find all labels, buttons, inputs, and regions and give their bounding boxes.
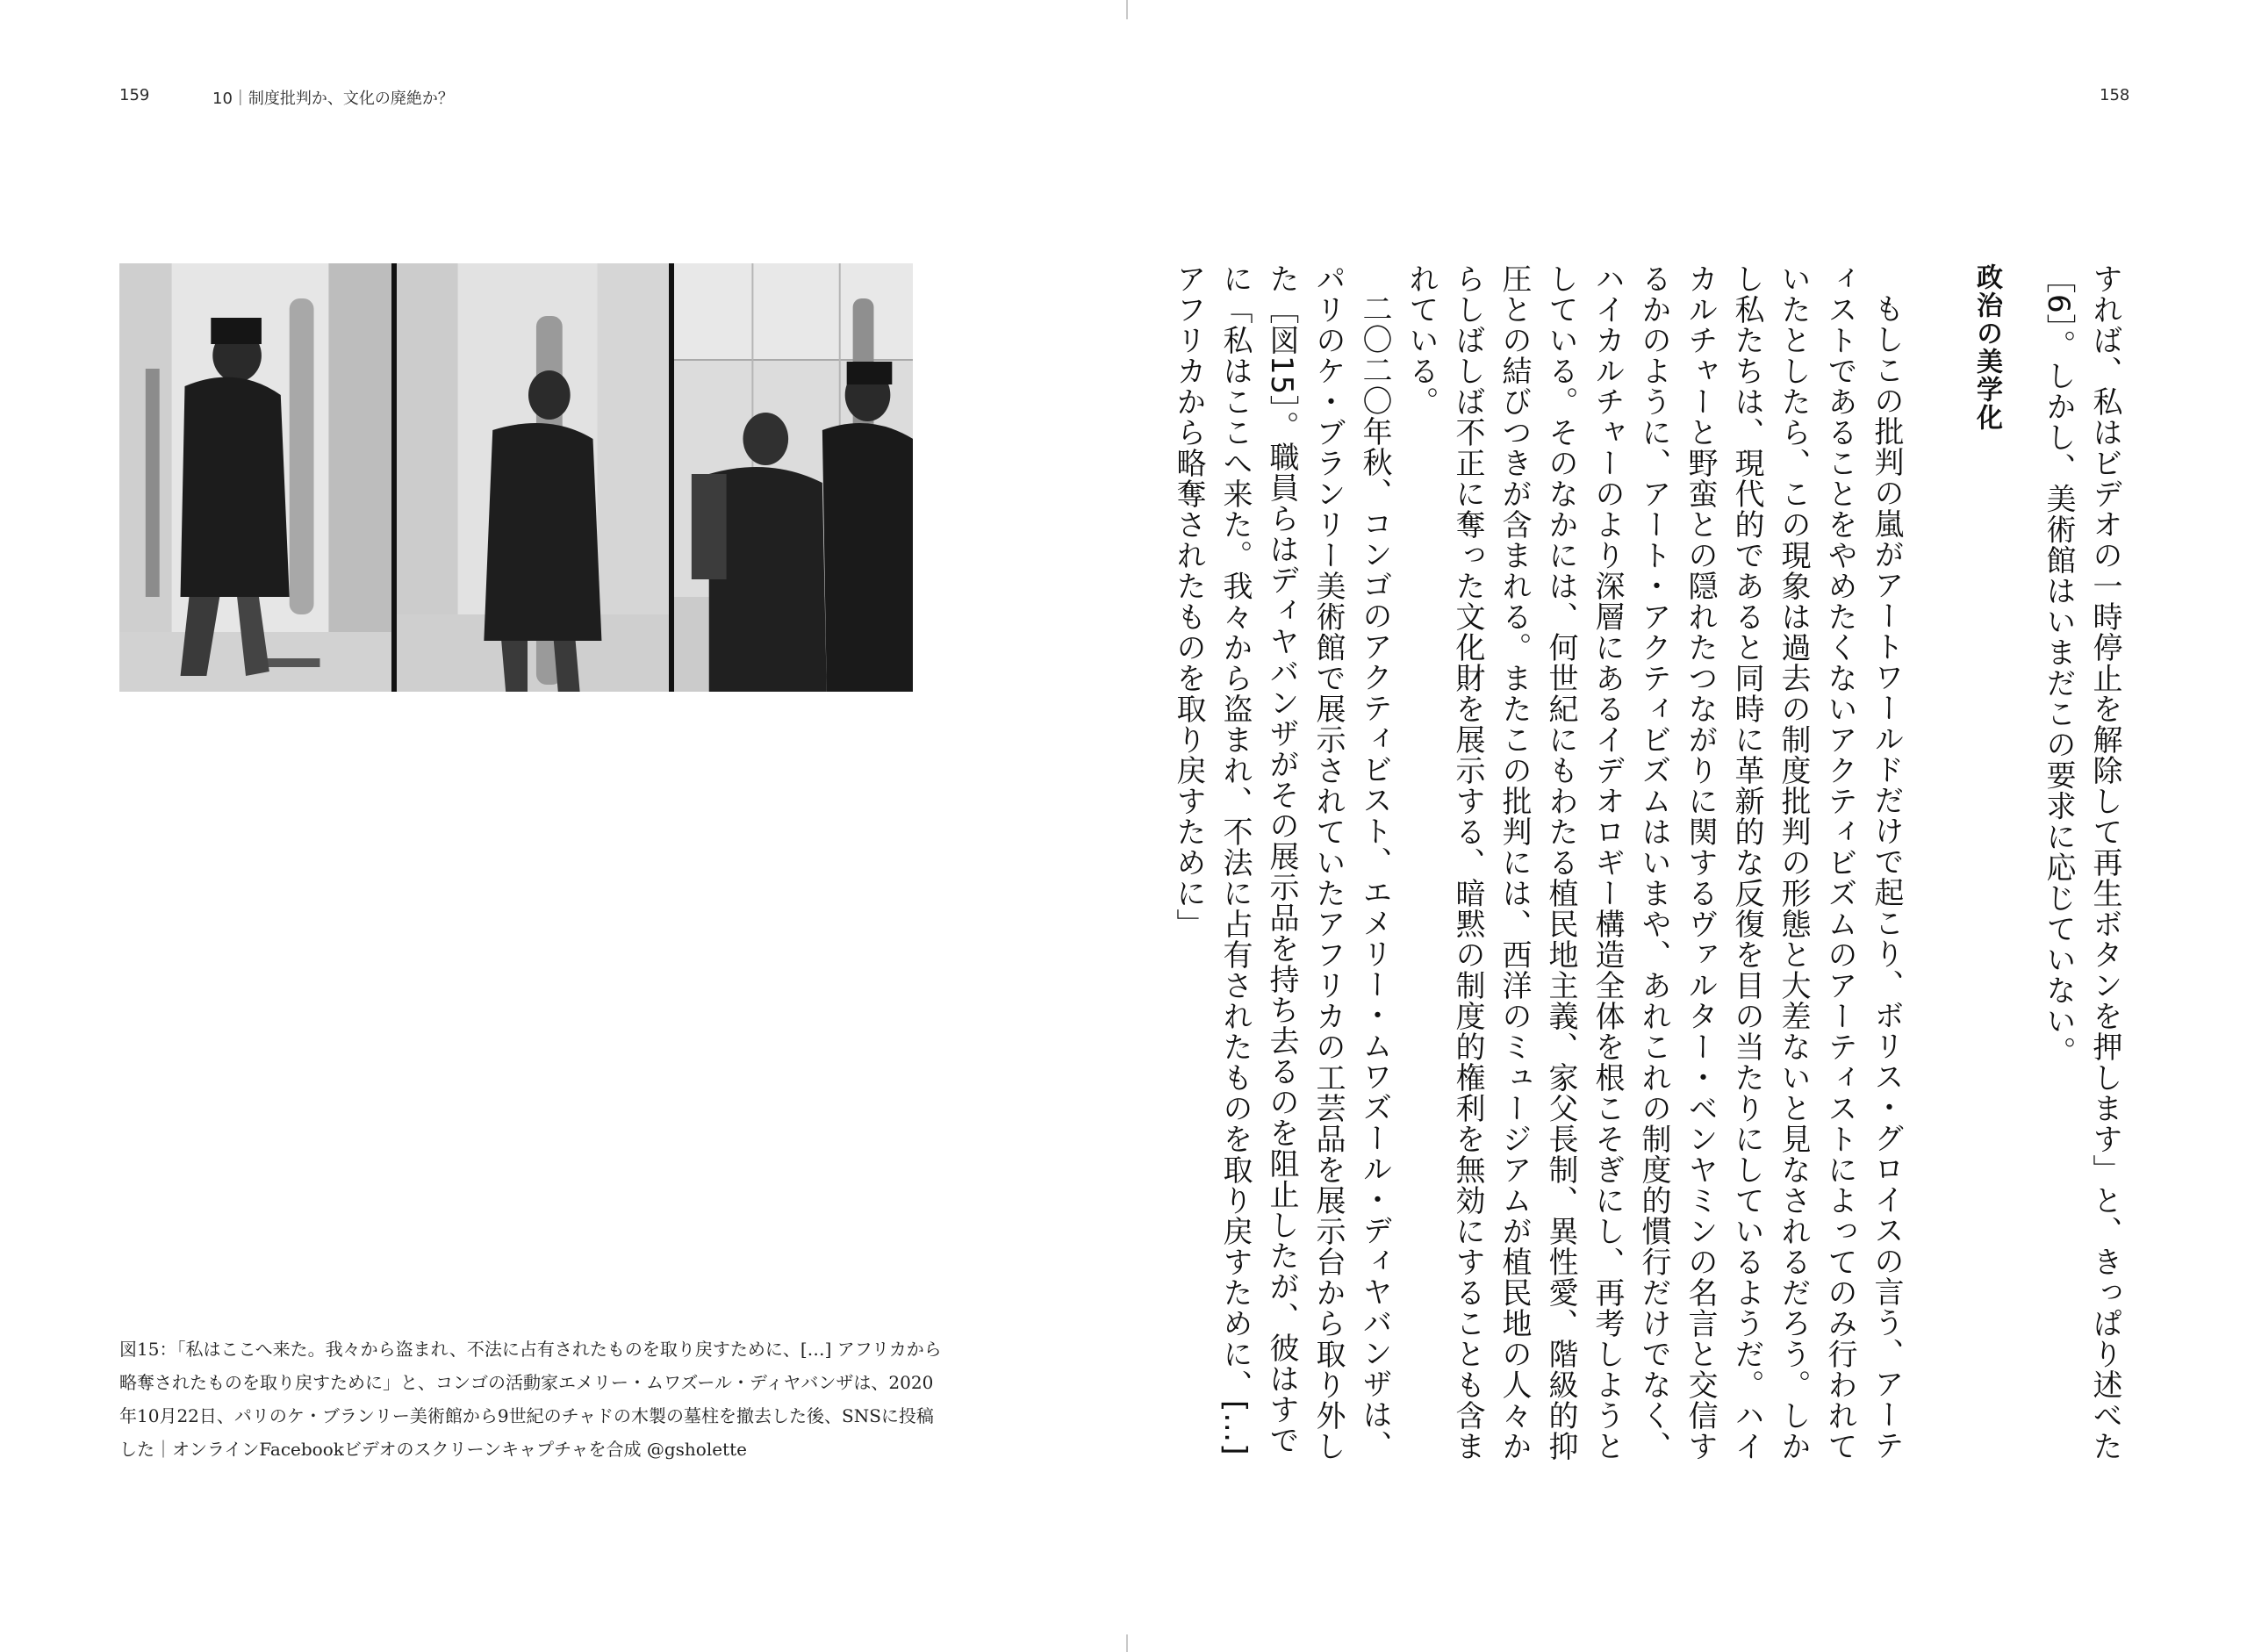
video-frame-3 (669, 263, 913, 692)
paragraph-2: 二〇二〇年秋、コンゴのアクティビスト、エメリー・ムワズール・ディヤバンザは、パリのケ・ブランリー美術館で展示されていたアフリカの工芸品を展示台から取り外した［図15］。職員らはディヤバンザがその展示品を持ち去るのを阻止したが、彼はすでに「私はここへ来た。我々から盗まれ、不法に占有されたものを取り戻すために、[…] アフリカから略奪されたものを取り戻すために」 (1171, 263, 1392, 1462)
figure-15-photo-strip (119, 263, 913, 692)
paragraph-1: もしこの批判の嵐がアートワールドだけで起こり、ボリス・グロイスの言う、アーティストであることをやめたくないアクティビズムのアーティストによってのみ行われていたとしたら、この現象は過去の制度批判の形態と大差ないと見なされるだろう。しかし私たちは、現代的であると同時に革新的な反復を目の当たりにしているようだ。ハイカルチャーと野蛮との隠れたつながりに関するヴァルター・ベンヤミンの名言と交信するかのように、アート・アクティビズムはいまや、あれこれの制度的慣行だけでなく、ハイカルチャーのより深層にあるイデオロギー構造全体を根こそぎにし、再考しようとしている。そのなかには、何世紀にもわたる植民地主義、家父長制、異性愛、階級的抑圧との結びつきが含まれる。またこの批判には、西洋のミュージアムが植民地の人々からしばしば不正に奪った文化財を展示する、暗黙の制度的権利を無効にすることも含まれている。 (1403, 263, 1904, 1462)
page-number-right: 158 (2100, 86, 2130, 104)
video-frame-1 (119, 263, 391, 692)
body-text-continuation: すれば、私はビデオの一時停止を解除して再生ボタンを押します」と、きっぱり述べた［6］。しかし、美術館はいまだこの要求に応じていない。 (2041, 263, 2122, 1462)
video-frame-2 (391, 263, 669, 692)
body-text-main (1171, 263, 1909, 1483)
figure-caption: 図15：「私はここへ来た。我々から盗まれ、不法に占有されたものを取り戻すために、[…] アフリカから略奪されたものを取り戻すために」と、コンゴの活動家エメリー・ムワズール・ディヤバンザは、2020年10月22日、パリのケ・ブランリー美術館から9世紀のチャドの木製の墓柱を撤去した後、SNSに投稿した｜オンラインFacebookビデオのスクリーンキャプチャを合成 @gsholette (119, 1339, 942, 1460)
page-number-left: 159 (119, 86, 150, 104)
gutter-mark-top (1126, 0, 1128, 19)
section-heading: 政治の美学化 (1971, 263, 2002, 432)
running-chapter-title: 10｜制度批判か、文化の廃絶か？ (212, 90, 454, 108)
gutter-mark-bottom (1126, 1634, 1128, 1652)
